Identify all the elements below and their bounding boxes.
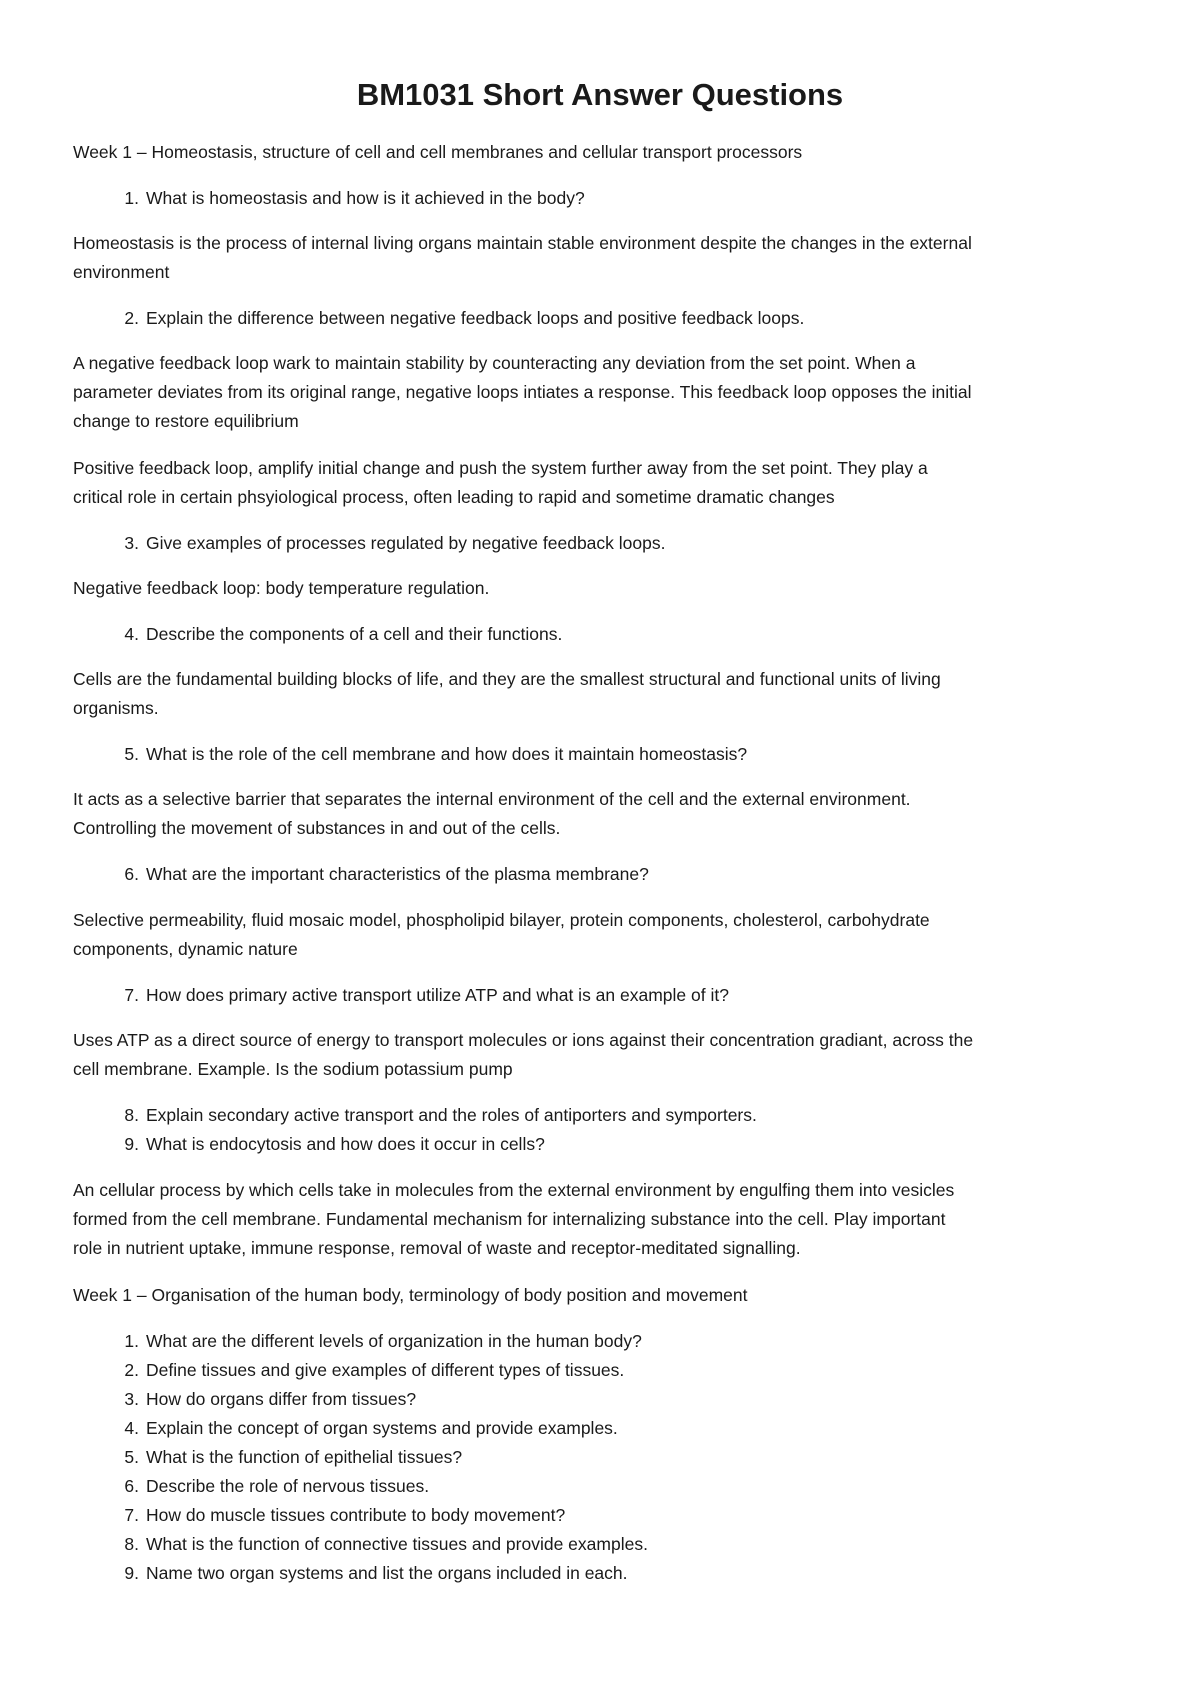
- question-number: 6.: [124, 864, 139, 884]
- answer-line: Homeostasis is the process of internal living organs maintain stable environment despite the changes in the external: [73, 233, 972, 253]
- question-number: 6.: [124, 1476, 139, 1496]
- answer-line: critical role in certain phsyiological process, often leading to rapid and sometime dramatic changes: [73, 487, 835, 507]
- section-heading-week1-homeostasis: Week 1 – Homeostasis, structure of cell and cell membranes and cellular transport processors: [73, 142, 803, 162]
- question-number: 9.: [124, 1134, 139, 1154]
- question-text: What is the function of connective tissues and provide examples.: [146, 1534, 648, 1554]
- answer-line: It acts as a selective barrier that separates the internal environment of the cell and the external environment.: [73, 789, 911, 809]
- question-text: What is endocytosis and how does it occur in cells?: [146, 1134, 545, 1154]
- question-text: What is homeostasis and how is it achieved in the body?: [146, 188, 585, 208]
- question-text: How do muscle tissues contribute to body movement?: [146, 1505, 566, 1525]
- question-number: 5.: [124, 1447, 139, 1467]
- question-text: What are the important characteristics of the plasma membrane?: [146, 864, 649, 884]
- answer-line: environment: [73, 262, 170, 282]
- question-number: 2.: [124, 1360, 139, 1380]
- question-number: 3.: [124, 1389, 139, 1409]
- answer-line: An cellular process by which cells take in molecules from the external environment by engulfing them into vesicles: [73, 1180, 955, 1200]
- question-number: 8.: [124, 1105, 139, 1125]
- question-number: 7.: [124, 1505, 139, 1525]
- answer-line: Negative feedback loop: body temperature regulation.: [73, 578, 490, 598]
- question-text: Give examples of processes regulated by negative feedback loops.: [146, 533, 666, 553]
- question-number: 9.: [124, 1563, 139, 1583]
- question-text: What is the role of the cell membrane and how does it maintain homeostasis?: [146, 744, 748, 764]
- answer-line: Uses ATP as a direct source of energy to transport molecules or ions against their concentration gradiant, across the: [73, 1030, 974, 1050]
- question-number: 1.: [124, 1331, 139, 1351]
- answer-line: A negative feedback loop wark to maintain stability by counteracting any deviation from the set point. When a: [73, 353, 916, 373]
- question-text: Explain the concept of organ systems and provide examples.: [146, 1418, 618, 1438]
- answer-line: Cells are the fundamental building blocks of life, and they are the smallest structural and functional units of living: [73, 669, 941, 689]
- question-text: What is the function of epithelial tissues?: [146, 1447, 463, 1467]
- page-title: BM1031 Short Answer Questions: [356, 77, 844, 112]
- question-number: 3.: [124, 533, 139, 553]
- answer-line: Selective permeability, fluid mosaic model, phospholipid bilayer, protein components, cholesterol, carbohydrate: [73, 910, 930, 930]
- question-number: 8.: [124, 1534, 139, 1554]
- answer-line: role in nutrient uptake, immune response, removal of waste and receptor-meditated signalling.: [73, 1238, 801, 1258]
- question-text: How do organs differ from tissues?: [146, 1389, 417, 1409]
- question-text: Define tissues and give examples of different types of tissues.: [146, 1360, 625, 1380]
- question-number: 1.: [124, 188, 139, 208]
- answer-line: Positive feedback loop, amplify initial change and push the system further away from the set point. They play a: [73, 458, 928, 478]
- answer-line: Controlling the movement of substances in and out of the cells.: [73, 818, 561, 838]
- answer-line: change to restore equilibrium: [73, 411, 299, 431]
- question-text: How does primary active transport utilize ATP and what is an example of it?: [146, 985, 729, 1005]
- answer-line: cell membrane. Example. Is the sodium potassium pump: [73, 1059, 513, 1079]
- question-number: 4.: [124, 1418, 139, 1438]
- question-number: 2.: [124, 308, 139, 328]
- answer-line: components, dynamic nature: [73, 939, 298, 959]
- section-heading-week1-organisation: Week 1 – Organisation of the human body, terminology of body position and movement: [73, 1285, 748, 1305]
- question-text: Explain the difference between negative feedback loops and positive feedback loops.: [146, 308, 805, 328]
- question-text: Name two organ systems and list the organs included in each.: [146, 1563, 628, 1583]
- answer-line: formed from the cell membrane. Fundamental mechanism for internalizing substance into the cell. Play important: [73, 1209, 946, 1229]
- answer-line: parameter deviates from its original range, negative loops intiates a response. This feedback loop opposes the initial: [73, 382, 972, 402]
- answer-line: organisms.: [73, 698, 159, 718]
- question-text: Describe the components of a cell and their functions.: [146, 624, 563, 644]
- question-text: Explain secondary active transport and the roles of antiporters and symporters.: [146, 1105, 757, 1125]
- question-number: 5.: [124, 744, 139, 764]
- question-number: 4.: [124, 624, 139, 644]
- question-text: What are the different levels of organization in the human body?: [146, 1331, 642, 1351]
- question-number: 7.: [124, 985, 139, 1005]
- question-text: Describe the role of nervous tissues.: [146, 1476, 430, 1496]
